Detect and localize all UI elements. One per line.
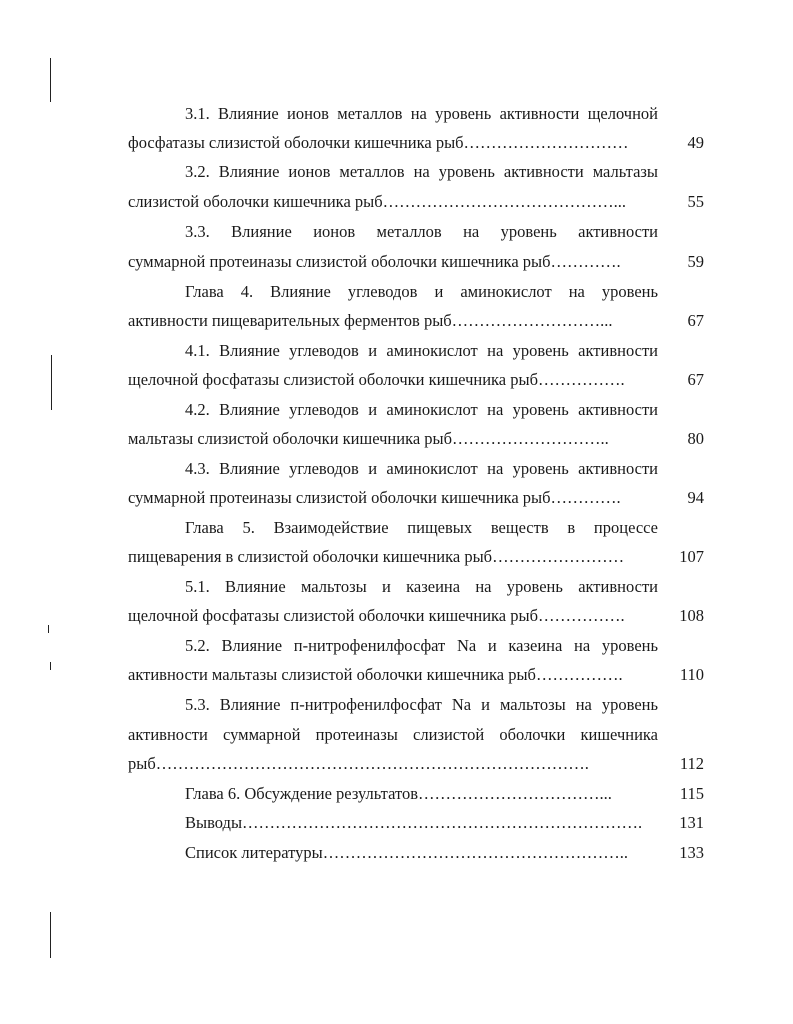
toc-line: пищеварения в слизистой оболочки кишечника рыб…………………… bbox=[128, 547, 625, 566]
margin-mark-small-2 bbox=[50, 662, 51, 670]
toc-line: активности суммарной протеиназы слизистой оболочки кишечника bbox=[128, 725, 658, 744]
toc-page-number: 133 bbox=[679, 843, 704, 862]
toc-line: рыб……………………………………………………………………. bbox=[128, 754, 589, 773]
toc-page-number: 131 bbox=[679, 813, 704, 832]
toc-page-number: 67 bbox=[687, 311, 704, 330]
toc-line: 5.2. Влияние п-нитрофенилфосфат Na и казеина на уровень bbox=[185, 636, 658, 655]
toc-page-number: 94 bbox=[687, 488, 704, 507]
toc-line: Глава 6. Обсуждение результатов……………………………... bbox=[185, 784, 612, 803]
toc-line: 4.2. Влияние углеводов и аминокислот на уровень активности bbox=[185, 400, 658, 419]
toc-line: 5.1. Влияние мальтозы и казеина на уровень активности bbox=[185, 577, 658, 596]
toc-page-number: 49 bbox=[687, 133, 704, 152]
toc-line: 4.3. Влияние углеводов и аминокислот на уровень активности bbox=[185, 459, 658, 478]
toc-line: активности пищеварительных ферментов рыб………………………... bbox=[128, 311, 613, 330]
toc-page-number: 59 bbox=[687, 252, 704, 271]
toc-line: 3.3. Влияние ионов металлов на уровень активности bbox=[185, 222, 658, 241]
toc-page-number: 107 bbox=[679, 547, 704, 566]
toc-page-number: 110 bbox=[679, 665, 704, 684]
toc-line: 3.1. Влияние ионов металлов на уровень активности щелочной bbox=[185, 104, 658, 123]
toc-line: фосфатазы слизистой оболочки кишечника рыб………………………… bbox=[128, 133, 629, 152]
toc-page-number: 55 bbox=[687, 192, 704, 211]
toc-line: щелочной фосфатазы слизистой оболочки кишечника рыб……………. bbox=[128, 606, 625, 625]
toc-page-number: 108 bbox=[679, 606, 704, 625]
toc-line: 5.3. Влияние п-нитрофенилфосфат Na и мальтозы на уровень bbox=[185, 695, 658, 714]
margin-mark-small-1 bbox=[48, 625, 49, 633]
toc-line: Выводы………………………………………………………………. bbox=[185, 813, 643, 832]
margin-mark-middle bbox=[51, 355, 52, 410]
margin-mark-bottom bbox=[50, 912, 51, 958]
toc-page-number: 80 bbox=[687, 429, 704, 448]
toc-line: суммарной протеиназы слизистой оболочки кишечника рыб…………. bbox=[128, 488, 621, 507]
toc-page-number: 67 bbox=[687, 370, 704, 389]
toc-line: Глава 4. Влияние углеводов и аминокислот на уровень bbox=[185, 282, 658, 301]
toc-line: слизистой оболочки кишечника рыб……………………………………... bbox=[128, 192, 627, 211]
toc-line: 3.2. Влияние ионов металлов на уровень активности мальтазы bbox=[185, 162, 658, 181]
toc-line: 4.1. Влияние углеводов и аминокислот на уровень активности bbox=[185, 341, 658, 360]
toc-page-number: 112 bbox=[679, 754, 704, 773]
toc-line: щелочной фосфатазы слизистой оболочки кишечника рыб……………. bbox=[128, 370, 625, 389]
toc-line: Список литературы……………………………………………….. bbox=[185, 843, 628, 862]
toc-page-number: 115 bbox=[679, 784, 704, 803]
margin-mark-top bbox=[50, 58, 51, 102]
toc-line: суммарной протеиназы слизистой оболочки кишечника рыб…………. bbox=[128, 252, 621, 271]
toc-line: активности мальтазы слизистой оболочки кишечника рыб……………. bbox=[128, 665, 623, 684]
toc-line: мальтазы слизистой оболочки кишечника рыб……………………….. bbox=[128, 429, 609, 448]
toc-line: Глава 5. Взаимодействие пищевых веществ в процессе bbox=[185, 518, 658, 537]
